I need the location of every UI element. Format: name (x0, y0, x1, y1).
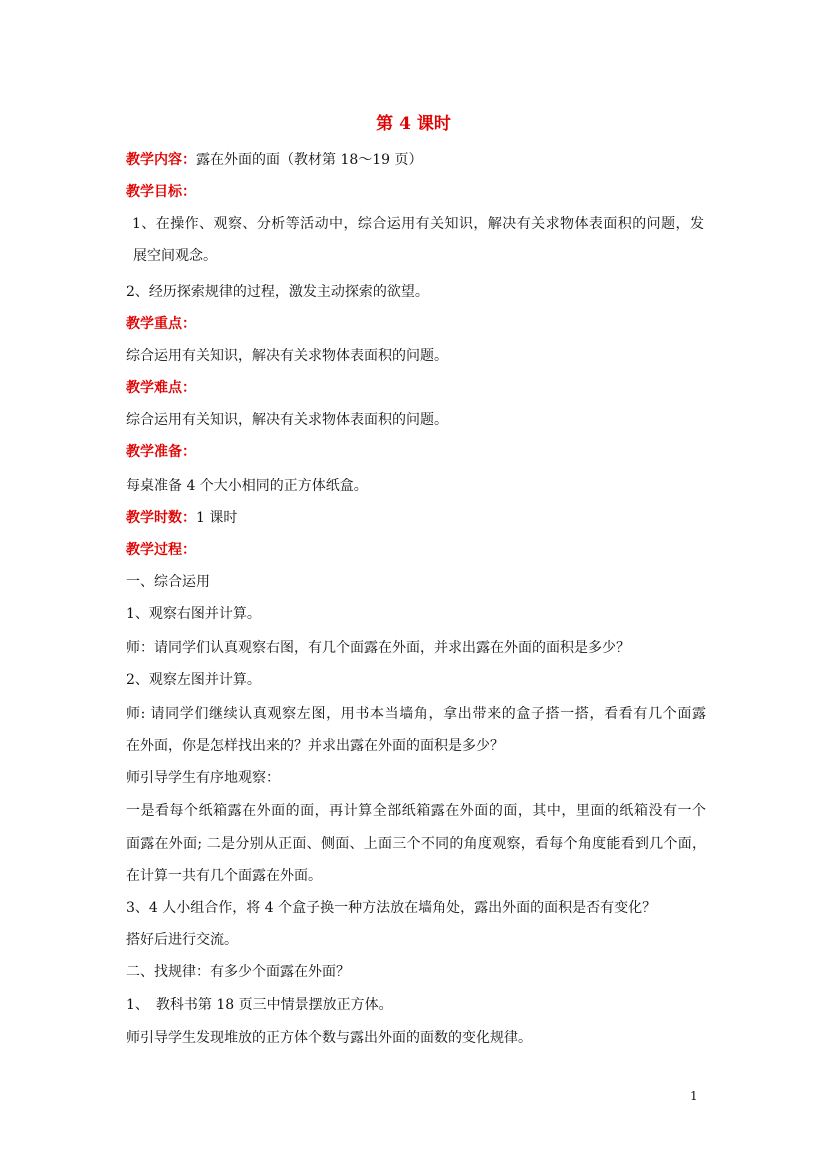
teaching-goal-label: 教学目标： (126, 184, 196, 200)
observe-right-figure: 1、观察右图并计算。 (126, 606, 261, 622)
section-comprehensive-use: 一、综合运用 (126, 574, 210, 590)
observation-method-line-3: 在计算一共有几个面露在外面。 (126, 868, 322, 884)
difficulty-label: 教学难点： (126, 380, 196, 396)
teaching-hours-label: 教学时数： (126, 510, 196, 526)
teacher-question-left-figure-line-1: 师: 请同学们继续认真观察左图，用书本当墙角，拿出带来的盒子搭一搭，看看有几个面露 (126, 706, 706, 722)
pattern-guidance: 师引导学生发现堆放的正方体个数与露出外面的面数的变化规律。 (126, 1030, 532, 1046)
page-number: 1 (690, 1089, 698, 1103)
teacher-question-left-figure-line-2: 在外面，你是怎样找出来的？并求出露在外面的面积是多少？ (126, 738, 504, 754)
teaching-content-label: 教学内容： (126, 152, 196, 168)
teaching-hours-line (126, 508, 706, 528)
preparation-text: 每桌准备 4 个大小相同的正方体纸盒。 (126, 478, 368, 494)
observation-method-line-1: 一是看每个纸箱露在外面的面，再计算全部纸箱露在外面的面，其中，里面的纸箱没有一个 (126, 803, 706, 819)
teacher-guide-observation: 师引导学生有序地观察： (126, 770, 280, 786)
teaching-hours-text: 1 课时 (196, 510, 238, 526)
preparation-label: 教学准备： (126, 444, 196, 460)
key-point-label: 教学重点： (126, 316, 196, 332)
lesson-title: 第 4 课时 (376, 114, 451, 134)
textbook-arrangement: 1、 教科书第 18 页三中情景摆放正方体。 (126, 997, 393, 1013)
observation-method-line-2: 面露在外面; 二是分别从正面、侧面、上面三个不同的角度观察，看每个角度能看到几个面， (126, 836, 706, 852)
teaching-goal-2: 2、经历探索规律的过程，激发主动探索的欲望。 (126, 284, 429, 300)
teaching-goal-1-line-1: 1、在操作、观察、分析等活动中，综合运用有关知识，解决有关求物体表面积的问题，发 (132, 216, 704, 232)
teaching-content-text: 露在外面的面（教材第 18～19 页） (196, 152, 423, 168)
observe-left-figure: 2、观察左图并计算。 (126, 672, 261, 688)
difficulty-text: 综合运用有关知识，解决有关求物体表面积的问题。 (126, 412, 448, 428)
group-activity-followup: 搭好后进行交流。 (126, 932, 238, 948)
teaching-process-label: 教学过程： (126, 542, 196, 558)
section-find-pattern: 二、找规律：有多少个面露在外面？ (126, 964, 350, 980)
group-activity: 3、4 人小组合作，将 4 个盒子换一种方法放在墙角处，露出外面的面积是否有变化？ (126, 900, 657, 916)
teaching-content-line (126, 150, 706, 170)
teaching-goal-1-line-2: 展空间观念。 (133, 248, 217, 264)
teacher-question-right-figure: 师：请同学们认真观察右图，有几个面露在外面，并求出露在外面的面积是多少？ (126, 640, 630, 656)
key-point-text: 综合运用有关知识，解决有关求物体表面积的问题。 (126, 348, 448, 364)
